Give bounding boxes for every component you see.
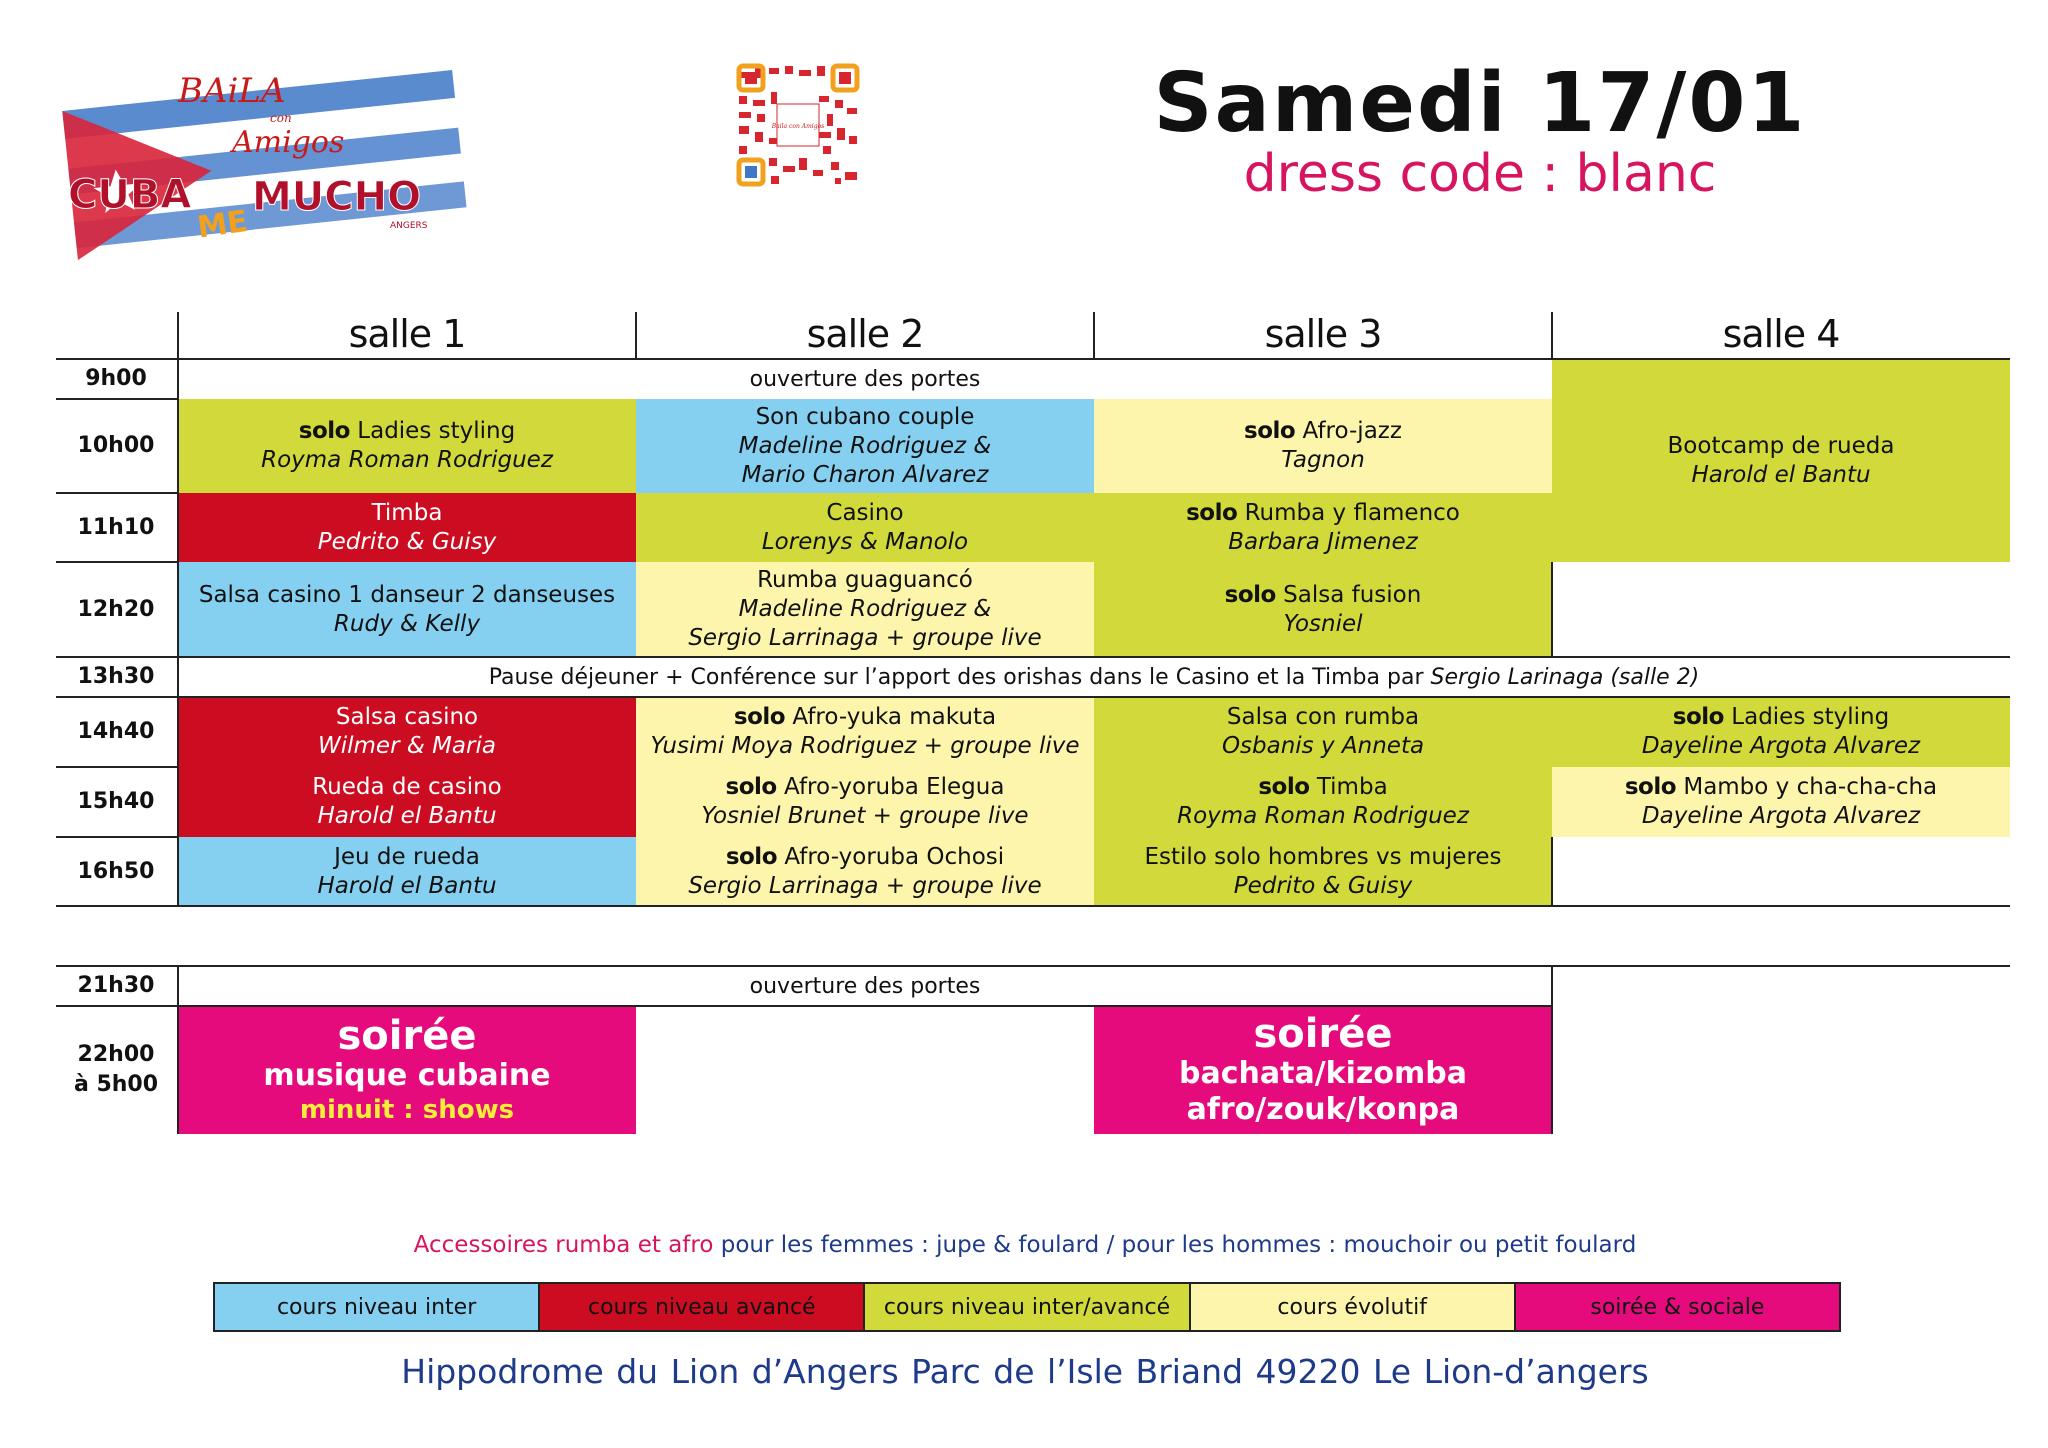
logo-con: con (270, 111, 292, 125)
class-teacher: Tagnon (1281, 447, 1365, 473)
slot-12h20-salle-3 (1094, 562, 1552, 657)
class-teacher: Yosniel (1283, 610, 1363, 637)
grid-line (177, 966, 179, 1134)
class-title: Estilo solo hombres vs mujeres (1144, 843, 1502, 870)
grid-line (56, 836, 178, 838)
grid-line (56, 656, 2010, 658)
slot-14h40-salle-1 (178, 697, 636, 767)
time-22h00: 22h00 (77, 1042, 155, 1067)
class-teacher: Madeline Rodriguez & (738, 432, 992, 459)
slot-11h10-salle-2 (636, 493, 1094, 562)
slot-16h50-salle-2 (636, 837, 1094, 906)
time-15h40: 15h40 (77, 789, 155, 814)
class-teacher: Wilmer & Maria (318, 733, 496, 759)
event-logo (60, 50, 470, 260)
grid-line (56, 358, 1552, 360)
class-title: Afro-yoruba Ochosi (784, 843, 1005, 870)
grid-line (56, 965, 2010, 967)
room-header-salle-3: salle 3 (1264, 312, 1382, 356)
time-10h00: 10h00 (77, 433, 155, 458)
grid-line (56, 1005, 1552, 1007)
soiree-musique-cubaine (178, 1006, 636, 1134)
level-legend (213, 1282, 1841, 1332)
grid-line (56, 492, 178, 494)
accessories-highlight: Accessoires rumba et afro (413, 1232, 714, 1258)
time-14h40: 14h40 (77, 719, 155, 744)
soiree-line: musique cubaine (263, 1058, 551, 1093)
class-teacher: Sergio Larrinaga + groupe live (688, 872, 1042, 899)
logo-angers: ANGERS (390, 221, 428, 231)
slot-14h40-salle-3 (1094, 697, 1552, 767)
slot-15h40-salle-3 (1094, 767, 1552, 837)
time-22h00-5h00 (56, 1006, 176, 1134)
class-title: Salsa con rumba (1226, 704, 1420, 730)
soiree-title: soirée (1253, 1011, 1393, 1057)
logo-amigos: Amigos (232, 125, 345, 160)
soiree-line: bachata/kizomba (1179, 1056, 1467, 1091)
class-teacher: Yosniel Brunet + groupe live (701, 803, 1029, 829)
soiree-title: soirée (337, 1013, 477, 1059)
solo-tag: solo (725, 774, 777, 800)
slot-10h00-salle-2 (636, 399, 1094, 493)
class-teacher: Dayeline Argota Alvarez (1641, 733, 1921, 759)
class-title: Rueda de casino (312, 774, 502, 800)
solo-tag: solo (1672, 704, 1724, 730)
legend-evolutif: cours évolutif (1191, 1284, 1516, 1330)
room-header-salle-4: salle 4 (1722, 312, 1840, 356)
time-5h00: à 5h00 (73, 1072, 159, 1097)
slot-bootcamp-salle-4 (1552, 359, 2010, 562)
soiree-line: afro/zouk/konpa (1186, 1092, 1460, 1127)
class-title: Salsa casino (335, 704, 479, 730)
class-teacher: Yusimi Moya Rodriguez + groupe live (650, 733, 1080, 759)
class-title: Mambo y cha-cha-cha (1683, 774, 1938, 800)
accessories-rest: pour les femmes : jupe & foulard / pour les hommes : mouchoir ou petit foulard (713, 1232, 1637, 1258)
grid-line (1551, 966, 1553, 1134)
grid-line (1093, 312, 1095, 360)
opening-evening: ouverture des portes (749, 973, 981, 999)
class-title: Salsa casino 1 danseur 2 danseuses (198, 581, 616, 608)
solo-tag: solo (1624, 774, 1677, 800)
dress-code: dress code : blanc (1243, 144, 1717, 204)
lunch-break (178, 657, 2010, 697)
class-title: Casino (826, 499, 904, 526)
class-teacher: Sergio Larrinaga + groupe live (688, 625, 1042, 651)
lunch-speaker: Sergio Larinaga (salle 2) (1430, 664, 1700, 690)
legend-inter: cours niveau inter (215, 1284, 540, 1330)
class-title: Ladies styling (357, 418, 516, 444)
slot-12h20-salle-1 (178, 562, 636, 657)
class-teacher: Royma Roman Rodriguez (261, 447, 553, 473)
slot-15h40-salle-2 (636, 767, 1094, 837)
class-teacher: Mario Charon Alvarez (741, 461, 989, 488)
grid-line (1552, 358, 2010, 360)
solo-tag: solo (1186, 499, 1238, 526)
class-title: Afro-yoruba Elegua (784, 774, 1005, 800)
class-teacher: Madeline Rodriguez & (738, 596, 992, 622)
grid-line (635, 312, 637, 360)
slot-10h00-salle-1 (178, 399, 636, 493)
legend-soiree: soirée & sociale (1516, 1284, 1839, 1330)
solo-tag: solo (1258, 774, 1310, 800)
grid-line (56, 905, 2010, 907)
class-title: Timba (1316, 774, 1388, 800)
soiree-note: minuit : shows (299, 1095, 515, 1125)
venue-address: Hippodrome du Lion d’Angers Parc de l’Isle Briand 49220 Le Lion-d’angers (401, 1352, 1649, 1391)
logo-baila: BAiLA (178, 71, 286, 111)
class-title: Ladies styling (1731, 704, 1890, 730)
qr-center-label: Baila con Amigos (771, 123, 825, 130)
class-title: Bootcamp de rueda (1667, 432, 1895, 459)
grid-line (56, 766, 178, 768)
page-title: Samedi 17/01 (1153, 56, 1807, 151)
logo-cuba: CUBA (68, 172, 192, 218)
slot-12h20-salle-2 (636, 562, 1094, 657)
solo-tag: solo (733, 704, 786, 730)
class-teacher: Pedrito & Guisy (1233, 872, 1413, 899)
legend-avance: cours niveau avancé (540, 1284, 865, 1330)
class-title: Rumba y flamenco (1244, 499, 1460, 526)
time-9h00: 9h00 (85, 366, 147, 391)
class-teacher: Osbanis y Anneta (1221, 733, 1425, 759)
slot-15h40-salle-4 (1552, 767, 2010, 837)
class-title: Timba (371, 499, 443, 526)
slot-15h40-salle-1 (178, 767, 636, 837)
slot-10h00-salle-3 (1094, 399, 1552, 493)
slot-14h40-salle-4 (1552, 697, 2010, 767)
grid-line (1551, 312, 1553, 360)
class-teacher: Rudy & Kelly (333, 610, 481, 637)
time-16h50: 16h50 (77, 858, 155, 884)
class-teacher: Dayeline Argota Alvarez (1641, 803, 1921, 829)
solo-tag: solo (298, 418, 350, 444)
soiree-bachata-kizomba (1094, 1006, 1552, 1134)
class-title: Jeu de rueda (334, 843, 480, 870)
room-header-salle-1: salle 1 (348, 312, 466, 356)
class-title: Rumba guaguancó (757, 567, 973, 593)
lunch-text: Pause déjeuner + Conférence sur l’apport des orishas dans le Casino et la Timba par (488, 664, 1424, 690)
logo-mucho: MUCHO (252, 174, 422, 220)
grid-line (56, 398, 178, 400)
time-21h30: 21h30 (77, 973, 155, 998)
room-header-salle-2: salle 2 (806, 312, 924, 356)
time-12h20: 12h20 (77, 596, 155, 622)
solo-tag: solo (725, 843, 777, 870)
solo-tag: solo (1224, 581, 1276, 608)
class-teacher: Harold el Bantu (1691, 461, 1871, 488)
class-title: Salsa fusion (1283, 581, 1422, 608)
solo-tag: solo (1244, 418, 1296, 444)
grid-line (1551, 562, 1553, 657)
class-teacher: Harold el Bantu (317, 803, 497, 829)
logo-me: ME (195, 203, 250, 246)
slot-11h10-salle-1 (178, 493, 636, 562)
class-teacher: Pedrito & Guisy (317, 528, 497, 555)
slot-16h50-salle-3 (1094, 837, 1552, 906)
grid-line (1551, 837, 1553, 906)
slot-14h40-salle-2 (636, 697, 1094, 767)
class-title: Afro-jazz (1302, 418, 1402, 444)
grid-line (56, 696, 2010, 698)
slot-16h50-salle-1 (178, 837, 636, 906)
class-title: Son cubano couple (755, 403, 975, 430)
grid-line (56, 561, 178, 563)
class-teacher: Barbara Jimenez (1228, 528, 1418, 555)
accessories-note (100, 1232, 1950, 1258)
time-11h10: 11h10 (77, 514, 155, 540)
grid-line (177, 312, 179, 907)
class-title: Afro-yuka makuta (792, 704, 997, 730)
slot-11h10-salle-3 (1094, 493, 1552, 562)
class-teacher: Harold el Bantu (317, 872, 497, 899)
class-teacher: Lorenys & Manolo (761, 528, 969, 555)
qr-code[interactable] (735, 62, 861, 188)
time-13h30: 13h30 (77, 664, 155, 689)
class-teacher: Royma Roman Rodriguez (1177, 803, 1469, 829)
legend-inter-avance: cours niveau inter/avancé (865, 1284, 1190, 1330)
opening-morning: ouverture des portes (749, 366, 981, 392)
